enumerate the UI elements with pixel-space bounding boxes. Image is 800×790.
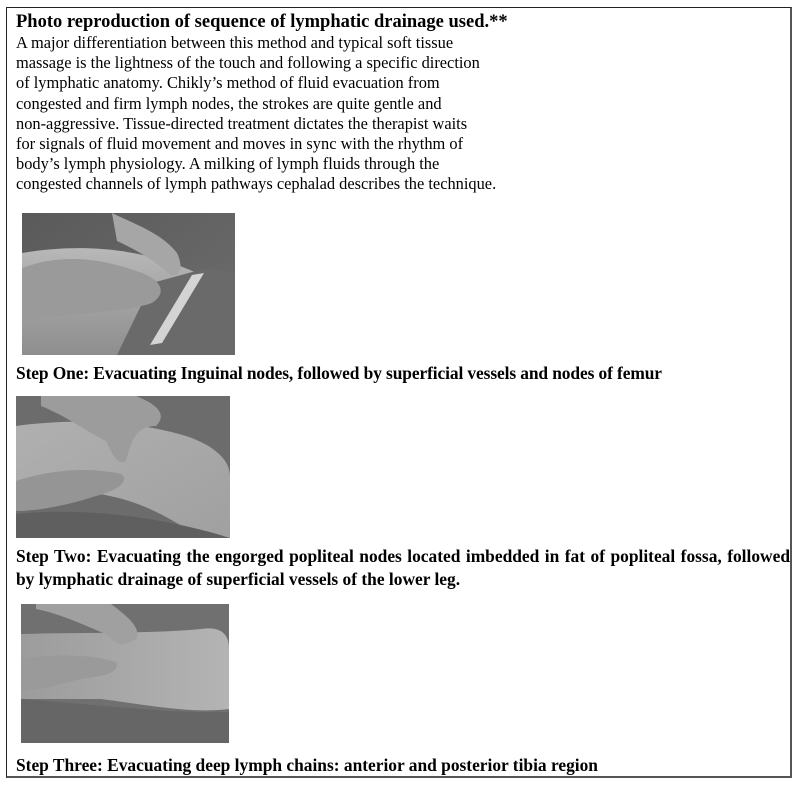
intro-line: for signals of fluid movement and moves in sync with the rhythm of — [16, 134, 464, 154]
step-three-photo — [21, 604, 229, 743]
intro-line: congested channels of lymph pathways cephalad describes the technique. — [16, 174, 497, 194]
step-one-caption: Step One: Evacuating Inguinal nodes, followed by superficial vessels and nodes of femur — [16, 363, 662, 383]
step-one-photo — [22, 213, 235, 355]
intro-line: of lymphatic anatomy. Chikly’s method of fluid evacuation from — [16, 73, 440, 93]
document-title: Photo reproduction of sequence of lymphatic drainage used.** — [16, 12, 508, 32]
intro-line: massage is the lightness of the touch and following a specific direction — [16, 53, 480, 73]
step-three-caption: Step Three: Evacuating deep lymph chains: anterior and posterior tibia region — [16, 755, 598, 775]
intro-line: congested and firm lymph nodes, the strokes are quite gentle and — [16, 93, 442, 113]
intro-paragraph — [16, 33, 576, 195]
intro-line: body’s lymph physiology. A milking of lymph fluids through the — [16, 154, 440, 174]
intro-line: A major differentiation between this method and typical soft tissue — [16, 33, 454, 52]
intro-line: non-aggressive. Tissue-directed treatment dictates the therapist waits — [16, 113, 468, 133]
step-two-caption: Step Two: Evacuating the engorged popliteal nodes located imbedded in fat of popliteal fossa, followed by lymphatic drainage of superficial vessels of the lower leg. — [16, 546, 790, 589]
step-two-photo — [16, 396, 230, 538]
